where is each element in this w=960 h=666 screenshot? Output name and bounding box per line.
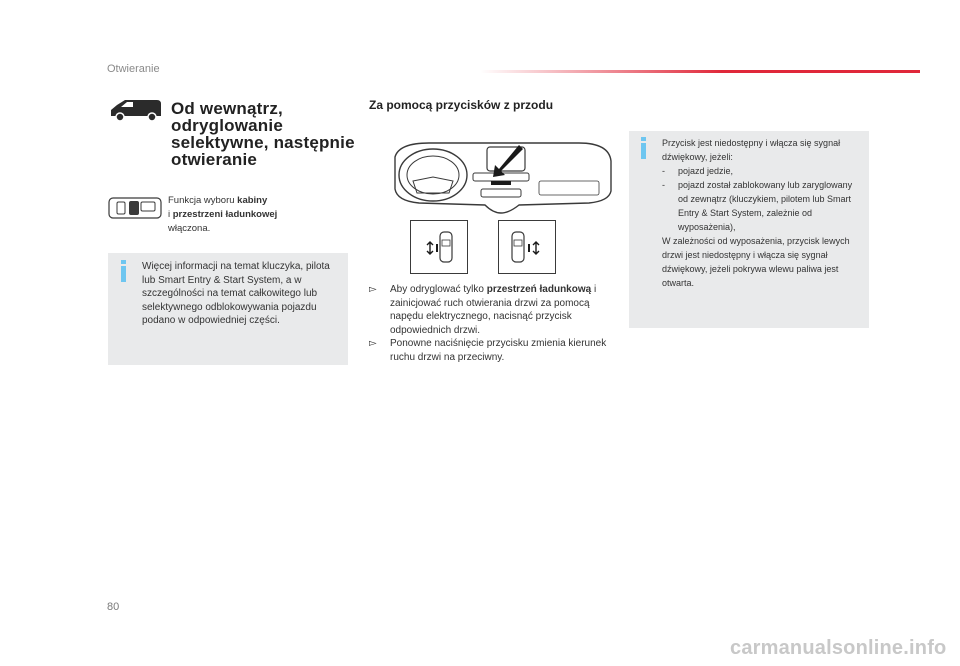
info-outro: W zależności od wyposażenia, przycisk lewych drzwi jest niedostępny i włącza się sygnał dźwiękowy, jeżeli pokrywa wlewu paliwa jest otwarta. xyxy=(662,236,850,288)
dashboard-illustration xyxy=(389,137,615,217)
van-icon xyxy=(107,96,163,122)
feature-note-text: Funkcja wyboru xyxy=(168,195,238,206)
left-door-button-icon xyxy=(410,220,468,274)
watermark: carmanualsonline.info xyxy=(730,637,947,659)
instruction-text: Aby odryglować tylko xyxy=(390,284,487,295)
info-intro: Przycisk jest niedostępny i włącza się sygnał dźwiękowy, jeżeli: xyxy=(662,138,841,162)
bullet-icon: ▻ xyxy=(369,338,377,349)
instructions-list xyxy=(369,283,609,364)
info-icon xyxy=(117,260,131,282)
info-icon xyxy=(637,137,651,159)
instruction-text: Ponowne naciśnięcie przycisku zmienia kierunek ruchu drzwi na przeciwny. xyxy=(390,338,607,363)
page-number: 80 xyxy=(107,601,120,613)
info-list-item: - pojazd jedzie, xyxy=(662,166,734,176)
feature-note-bold-cabin: kabiny xyxy=(237,195,268,206)
feature-note-text: i xyxy=(168,209,173,220)
instruction-item xyxy=(369,283,609,337)
main-title: Od wewnątrz, odryglowanie selektywne, następnie otwieranie xyxy=(171,99,355,169)
bullet-icon: ▻ xyxy=(369,284,377,295)
info-list-item: - pojazd został zablokowany lub zaryglowany od zewnątrz (kluczykiem, pilotem lub Smart Entry & Start System, zależnie od wyposażenia), xyxy=(662,180,853,232)
instruction-bold: przestrzeń ładunkową xyxy=(486,284,592,295)
door-selector-icon xyxy=(108,196,162,220)
section-subtitle: Za pomocą przycisków z przodu xyxy=(369,98,554,112)
info-text-right xyxy=(662,136,862,290)
info-text-left: Więcej informacji na temat kluczyka, pilota lub Smart Entry & Start System, a w szczególności na temat całkowitego lub selektywnego odblokowywania pojazdu podano w odpowiedniej części. xyxy=(142,261,330,326)
header-rule xyxy=(480,70,920,73)
section-header: Otwieranie xyxy=(107,63,160,75)
feature-note xyxy=(168,194,348,236)
feature-note-text: włączona. xyxy=(168,223,211,234)
instruction-text: i zainicjować ruch otwierania drzwi za pomocą napędu elektrycznego, nacisnąć przycisk odpowiednich drzwi. xyxy=(390,284,597,336)
right-door-button-icon xyxy=(498,220,556,274)
instruction-item xyxy=(369,337,609,364)
feature-note-bold-cargo: przestrzeni ładunkowej xyxy=(172,209,278,220)
